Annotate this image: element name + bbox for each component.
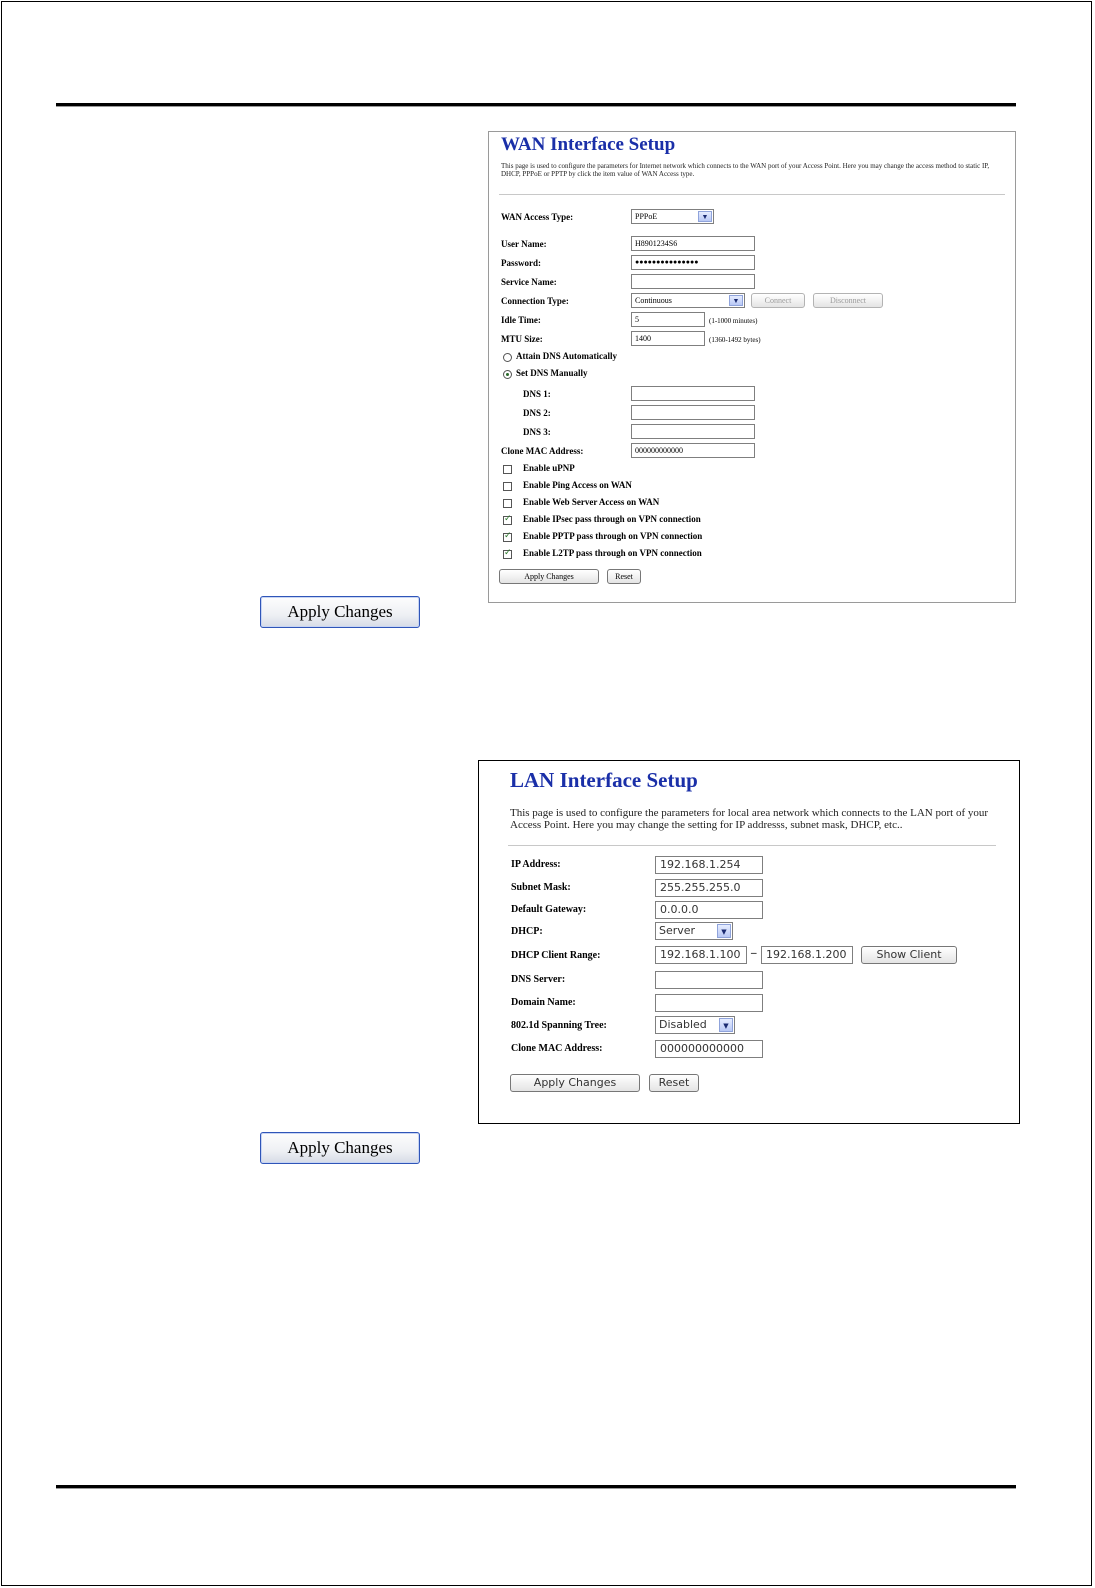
dns1-input[interactable] <box>631 386 755 401</box>
apply-changes-button[interactable]: Apply Changes <box>260 596 420 628</box>
wan-option-checkbox[interactable] <box>503 482 512 491</box>
dns1-label: DNS 1: <box>523 389 551 399</box>
wan-clone-mac-input[interactable]: 000000000000 <box>631 443 755 458</box>
dhcp-select[interactable] <box>655 922 733 940</box>
lan-description: This page is used to configure the parameters for local area network which connects to the LAN port of your Access Point. Here you may change the setting for IP addresss, subnet mask, DHCP, etc.. <box>510 807 989 831</box>
wan-option-label: Enable Ping Access on WAN <box>523 480 632 490</box>
dns-server-label: DNS Server: <box>511 974 566 985</box>
domain-name-input[interactable] <box>655 994 763 1012</box>
dns-manual-radio[interactable] <box>503 370 512 379</box>
spanning-tree-label: 802.1d Spanning Tree: <box>511 1020 607 1031</box>
wan-option-checkbox[interactable] <box>503 550 512 559</box>
wan-apply-changes-button[interactable]: Apply Changes <box>499 569 599 584</box>
connect-button[interactable]: Connect <box>751 293 805 308</box>
chevron-down-icon: ▼ <box>729 295 743 306</box>
footer-rule <box>56 1485 1016 1489</box>
wan-option-checkbox[interactable] <box>503 533 512 542</box>
lan-apply-changes-button[interactable]: Apply Changes <box>510 1074 640 1092</box>
wan-reset-button[interactable]: Reset <box>607 569 641 584</box>
mtu-size-label: MTU Size: <box>501 334 543 344</box>
wan-option-label: Enable L2TP pass through on VPN connection <box>523 548 702 558</box>
subnet-mask-input[interactable]: 255.255.255.0 <box>655 879 763 897</box>
chevron-down-icon: ▼ <box>717 924 731 938</box>
chevron-down-icon: ▼ <box>698 211 712 222</box>
connection-type-label: Connection Type: <box>501 296 569 306</box>
dns-manual-label: Set DNS Manually <box>516 368 588 378</box>
dhcp-label: DHCP: <box>511 926 543 937</box>
dns2-input[interactable] <box>631 405 755 420</box>
lan-clone-mac-input[interactable]: 000000000000 <box>655 1040 763 1058</box>
mtu-size-hint: (1360-1492 bytes) <box>709 336 761 344</box>
range-separator: – <box>751 947 757 959</box>
wan-interface-screenshot <box>488 131 1016 603</box>
default-gateway-label: Default Gateway: <box>511 904 587 915</box>
wan-title: WAN Interface Setup <box>501 134 676 155</box>
wan-option-checkbox[interactable] <box>503 516 512 525</box>
dns3-label: DNS 3: <box>523 427 551 437</box>
service-name-input[interactable] <box>631 274 755 289</box>
lan-reset-button[interactable]: Reset <box>649 1074 699 1092</box>
default-gateway-input[interactable]: 0.0.0.0 <box>655 901 763 919</box>
dns-auto-label: Attain DNS Automatically <box>516 351 617 361</box>
wan-option-label: Enable IPsec pass through on VPN connection <box>523 514 701 524</box>
user-name-input[interactable]: H8901234S6 <box>631 236 755 251</box>
lan-separator <box>508 845 996 846</box>
dns-auto-radio[interactable] <box>503 353 512 362</box>
idle-time-input[interactable]: 5 <box>631 312 705 327</box>
idle-time-label: Idle Time: <box>501 315 541 325</box>
wan-option-checkbox[interactable] <box>503 465 512 474</box>
spanning-tree-value: Disabled <box>659 1018 707 1031</box>
wan-access-type-value: PPPoE <box>635 212 658 221</box>
wan-separator <box>499 194 1005 195</box>
subnet-mask-label: Subnet Mask: <box>511 882 571 893</box>
wan-option-label: Enable Web Server Access on WAN <box>523 497 660 507</box>
dhcp-range-end-input[interactable]: 192.168.1.200 <box>761 946 853 964</box>
wan-option-label: Enable PPTP pass through on VPN connection <box>523 531 703 541</box>
dns3-input[interactable] <box>631 424 755 439</box>
wan-description: This page is used to configure the parameters for Internet network which connects to the WAN port of your Access Point. Here you may change the access method to static IP, DHCP, PPPoE or PPTP by click the item value of WAN Access type. <box>501 162 990 178</box>
wan-option-checkbox[interactable] <box>503 499 512 508</box>
wan-access-type-select[interactable] <box>631 209 714 224</box>
lan-clone-mac-label: Clone MAC Address: <box>511 1043 603 1054</box>
ip-address-input[interactable]: 192.168.1.254 <box>655 856 763 874</box>
wan-option-label: Enable uPNP <box>523 463 575 473</box>
connection-type-value: Continuous <box>635 296 672 305</box>
show-client-button[interactable]: Show Client <box>861 946 957 964</box>
disconnect-button[interactable]: Disconnect <box>813 293 883 308</box>
service-name-label: Service Name: <box>501 277 557 287</box>
ip-address-label: IP Address: <box>511 859 561 870</box>
dhcp-client-range-label: DHCP Client Range: <box>511 950 601 961</box>
dhcp-value: Server <box>659 924 696 937</box>
dns2-label: DNS 2: <box>523 408 551 418</box>
password-label: Password: <box>501 258 541 268</box>
idle-time-hint: (1-1000 minutes) <box>709 317 758 325</box>
user-name-label: User Name: <box>501 239 547 249</box>
chevron-down-icon: ▼ <box>719 1018 733 1032</box>
lan-title: LAN Interface Setup <box>510 768 698 792</box>
lan-interface-screenshot <box>478 760 1020 1124</box>
dhcp-range-start-input[interactable]: 192.168.1.100 <box>655 946 747 964</box>
wan-clone-mac-label: Clone MAC Address: <box>501 446 584 456</box>
apply-changes-button-2[interactable]: Apply Changes <box>260 1132 420 1164</box>
spanning-tree-select[interactable] <box>655 1016 735 1034</box>
header-rule <box>56 103 1016 107</box>
password-input[interactable]: ●●●●●●●●●●●●●●● <box>631 255 755 270</box>
connection-type-select[interactable] <box>631 293 745 308</box>
domain-name-label: Domain Name: <box>511 997 576 1008</box>
mtu-size-input[interactable]: 1400 <box>631 331 705 346</box>
wan-access-type-label: WAN Access Type: <box>501 212 574 222</box>
dns-server-input[interactable] <box>655 971 763 989</box>
